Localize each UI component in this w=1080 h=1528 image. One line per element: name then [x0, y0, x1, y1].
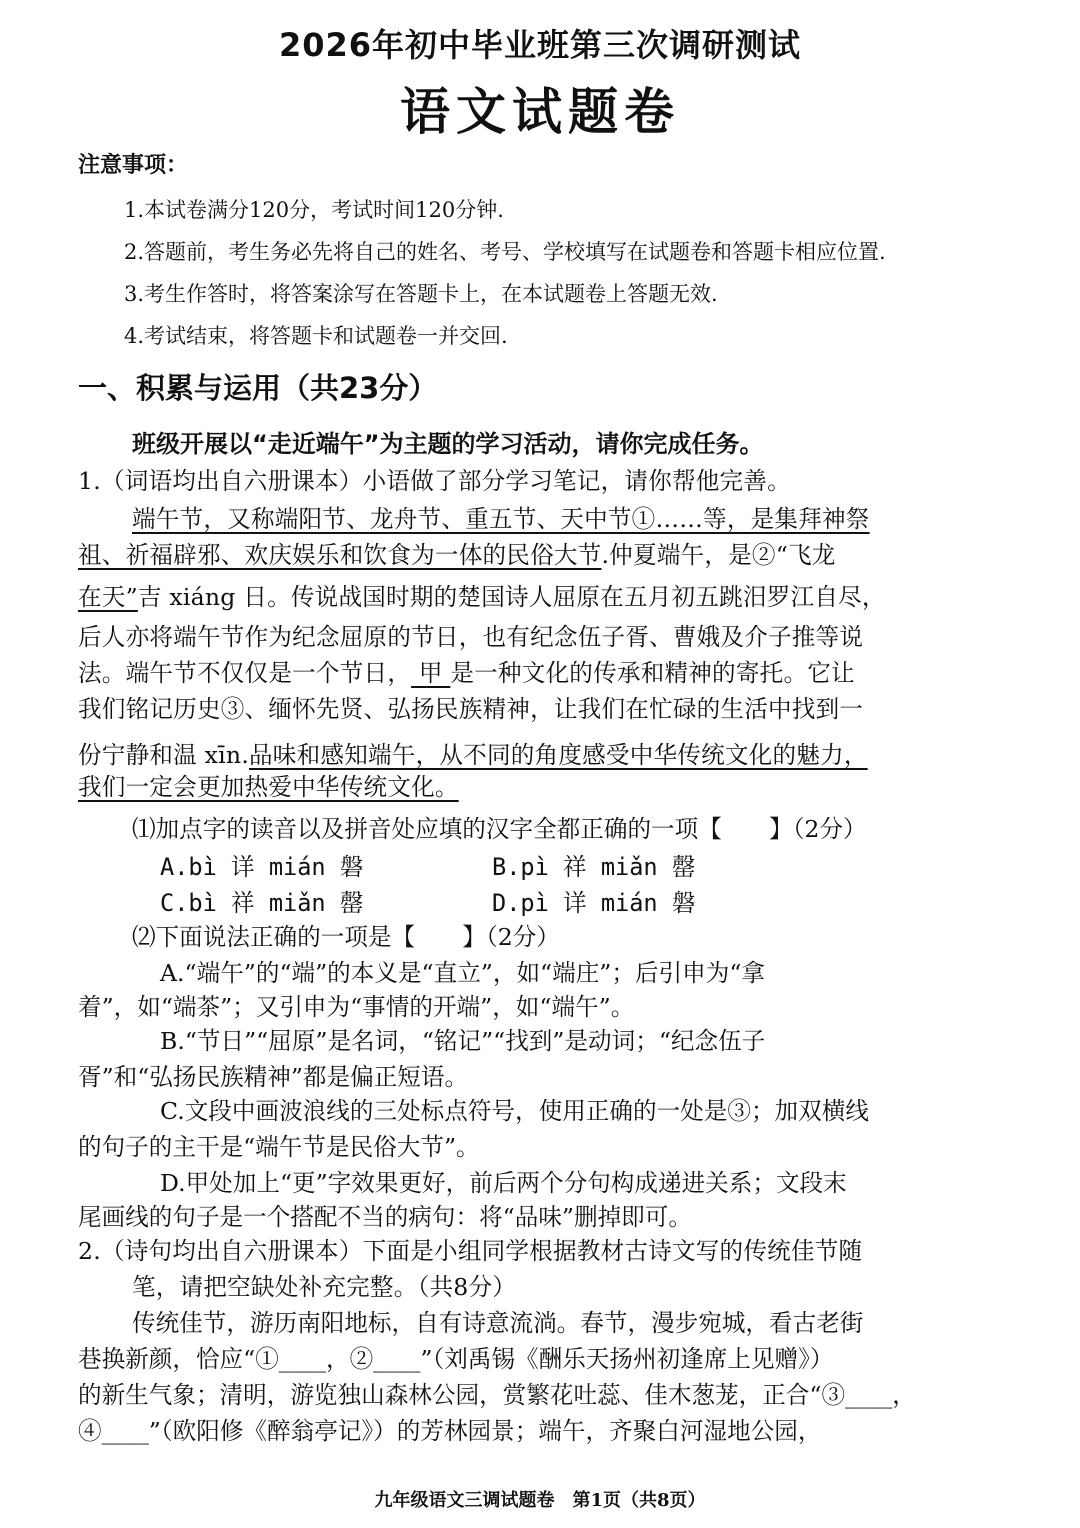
option-c-line1: C.文段中画波浪线的三处标点符号，使用正确的一处是③；加双横线 [160, 1097, 869, 1125]
section-heading: 一、积累与运用（共23分） [78, 371, 438, 405]
option-b: B.pì 祥 miǎn 罄 [492, 853, 696, 881]
underlined-sentence: 端午节，又称端阳节、龙舟节、重五节、天中节①……等，是集拜神祭 [132, 505, 870, 533]
notes-heading: 注意事项： [78, 153, 189, 178]
passage-line [132, 500, 870, 534]
essay-line: 传统佳节，游历南阳地标，自有诗意流淌。春节，漫步宛城，看古老街 [132, 1309, 864, 1337]
note-item: 1.本试卷满分120分，考试时间120分钟. [124, 198, 504, 222]
option-c: C.bì 祥 miǎn 罄 [160, 889, 364, 917]
passage-text: 份宁静和温 xīn. [78, 741, 250, 769]
option-b-line2: 胥”和“弘扬民族精神”都是偏正短语。 [78, 1063, 469, 1091]
paper-subtitle: 语文试题卷 [400, 82, 680, 141]
note-item: 2.答题前，考生务必先将自己的姓名、考号、学校填写在试题卷和答题卡相应位置. [124, 240, 886, 264]
passage-line [78, 578, 886, 612]
double-underlined-sentence: 祖、祈福辟邪、欢庆娱乐和饮食为一体的民俗大节 [78, 541, 602, 569]
passage-line [78, 768, 459, 802]
exam-title: 2026年初中毕业班第三次调研测试 [278, 26, 802, 64]
note-item: 3.考生作答时，将答案涂写在答题卡上，在本试题卷上答题无效. [124, 282, 718, 306]
option-a-line1: A.“端午”的“端”的本义是“直立”，如“端庄”；后引申为“拿 [160, 959, 765, 987]
question-2-stem-cont: 笔，请把空缺处补充完整。（共8分） [132, 1273, 517, 1301]
essay-line: ④____”（欧阳修《醉翁亭记》）的芳林园景；端午，齐聚白河湿地公园， [78, 1417, 822, 1445]
underlined-sentence: 品味和感知端午，从不同的角度感受中华传统文化的魅力， [249, 741, 868, 769]
option-a-line2: 着”，如“端茶”；又引申为“事情的开端”，如“端午”。 [78, 993, 635, 1021]
note-item: 4.考试结束，将答题卡和试题卷一并交回. [124, 324, 508, 348]
subquestion-1-stem: ⑴加点字的读音以及拼音处应填的汉字全都正确的一项【 】（2分） [132, 815, 867, 843]
option-b-line1: B.“节日”“屈原”是名词，“铭记”“找到”是动词；“纪念伍子 [160, 1027, 766, 1055]
option-d-line2: 尾画线的句子是一个搭配不当的病句：将“品味”删掉即可。 [78, 1203, 692, 1231]
passage-line: 我们铭记历史③、缅怀先贤、弘扬民族精神，让我们在忙碌的生活中找到一 [78, 695, 864, 723]
option-d: D.pì 详 mián 磐 [492, 889, 696, 917]
essay-line: 巷换新颜，恰应“①____，②____”（刘禹锡《酬乐天扬州初逢席上见赠》） [78, 1345, 834, 1373]
passage-text: .仲夏端午，是②“飞龙 [601, 541, 836, 569]
passage-text: 是一种文化的传承和精神的寄托。它让 [450, 659, 855, 687]
passage-line [78, 736, 868, 770]
passage-line [78, 654, 855, 688]
passage-text: 吉 xiáng 日。传说战国时期的楚国诗人屈原在五月初五跳汨罗江自尽， [137, 583, 886, 611]
question-2-stem: 2.（诗句均出自六册课本）下面是小组同学根据教材古诗文写的传统佳节随 [78, 1237, 863, 1265]
option-d-line1: D.甲处加上“更”字效果更好，前后两个分句构成递进关系；文段末 [160, 1169, 847, 1197]
passage-line [78, 536, 836, 570]
passage-line: 后人亦将端午节作为纪念屈原的节日，也有纪念伍子胥、曹娥及介子推等说 [78, 623, 864, 651]
page-footer: 九年级语文三调试题卷 第1页（共8页） [374, 1490, 706, 1511]
option-a: A.bì 详 mián 磐 [160, 853, 364, 881]
essay-line: 的新生气象；清明，游览独山森林公园，赏繁花吐蕊、佳木葱茏，正合“③____， [78, 1381, 916, 1409]
underlined-quote: 在天” [78, 583, 138, 611]
option-c-line2: 的句子的主干是“端午节是民俗大节”。 [78, 1133, 480, 1161]
subquestion-2-stem: ⑵下面说法正确的一项是【 】（2分） [132, 923, 560, 951]
section-intro: 班级开展以“走近端午”为主题的学习活动，请你完成任务。 [132, 430, 764, 458]
passage-text: 法。端午节不仅仅是一个节日， [78, 659, 412, 687]
blank-jia: 甲 [411, 659, 451, 687]
question-1-stem: 1.（词语均出自六册课本）小语做了部分学习笔记，请你帮他完善。 [78, 467, 791, 495]
underlined-sentence: 我们一定会更加热爱中华传统文化。 [78, 773, 459, 801]
